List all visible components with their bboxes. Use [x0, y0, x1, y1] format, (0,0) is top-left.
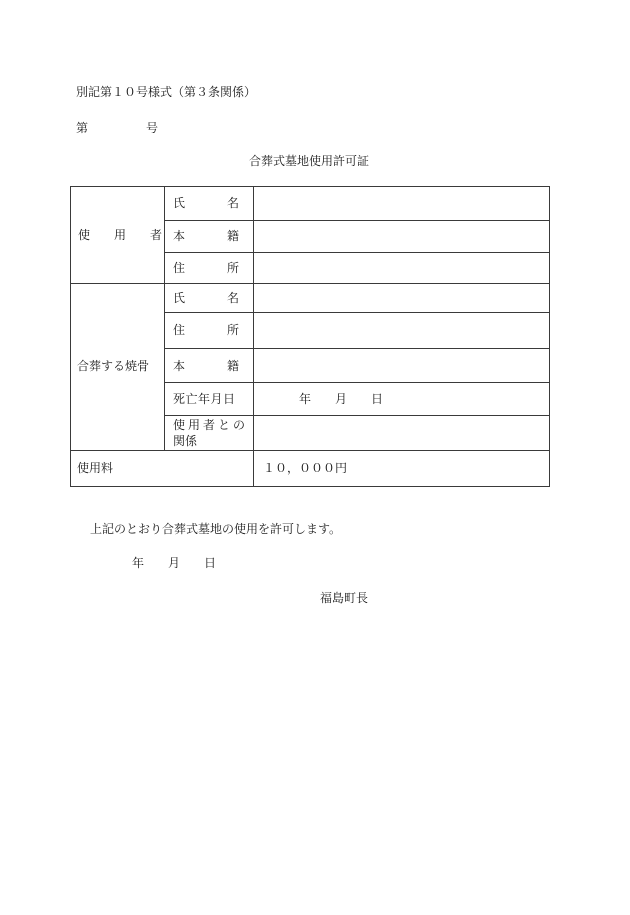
table-line — [164, 220, 550, 221]
user-domicile-label-b: 籍 — [227, 229, 240, 243]
relation-label-line1: 使用者との — [173, 418, 249, 432]
fee-label: 使用料 — [77, 461, 114, 475]
deceased-domicile-label-a: 本 — [173, 359, 186, 373]
doc-number-suffix: 号 — [146, 121, 159, 135]
user-name-label-a: 氏 — [173, 196, 186, 210]
user-name-label-b: 名 — [227, 196, 240, 210]
user-domicile-label-a: 本 — [173, 229, 186, 243]
form-number: 別記第１０号様式（第３条関係） — [76, 85, 257, 99]
table-line — [70, 186, 71, 487]
user-group-label: 使 用 者 — [78, 228, 163, 242]
relation-label-line2: 関係 — [173, 434, 198, 448]
table-line — [70, 186, 550, 187]
table-line — [164, 252, 550, 253]
deceased-address-label-b: 所 — [227, 323, 240, 337]
permit-table — [70, 186, 550, 487]
table-line — [164, 186, 165, 450]
deceased-name-label-a: 氏 — [173, 291, 186, 305]
issuer-title: 福島町長 — [320, 591, 369, 605]
table-line — [549, 186, 550, 487]
user-address-label-a: 住 — [173, 261, 186, 275]
deceased-group-label: 合葬する焼骨 — [77, 359, 150, 373]
table-line — [164, 415, 550, 416]
death-date-value: 年 月 日 — [299, 392, 384, 406]
user-address-label-b: 所 — [227, 261, 240, 275]
table-line — [164, 348, 550, 349]
table-line — [164, 312, 550, 313]
death-date-label: 死亡年月日 — [173, 392, 236, 406]
table-line — [70, 450, 550, 451]
table-line — [164, 382, 550, 383]
document-title: 合葬式墓地使用許可証 — [249, 154, 370, 168]
deceased-address-label-a: 住 — [173, 323, 186, 337]
table-line — [253, 186, 254, 487]
issue-date-line: 年 月 日 — [132, 556, 217, 570]
doc-number-prefix: 第 — [76, 121, 89, 135]
fee-value: １０，０００円 — [263, 461, 348, 475]
deceased-domicile-label-b: 籍 — [227, 359, 240, 373]
permit-statement: 上記のとおり合葬式墓地の使用を許可します。 — [90, 522, 342, 536]
table-line — [70, 486, 550, 487]
table-line — [70, 283, 550, 284]
deceased-name-label-b: 名 — [227, 291, 240, 305]
